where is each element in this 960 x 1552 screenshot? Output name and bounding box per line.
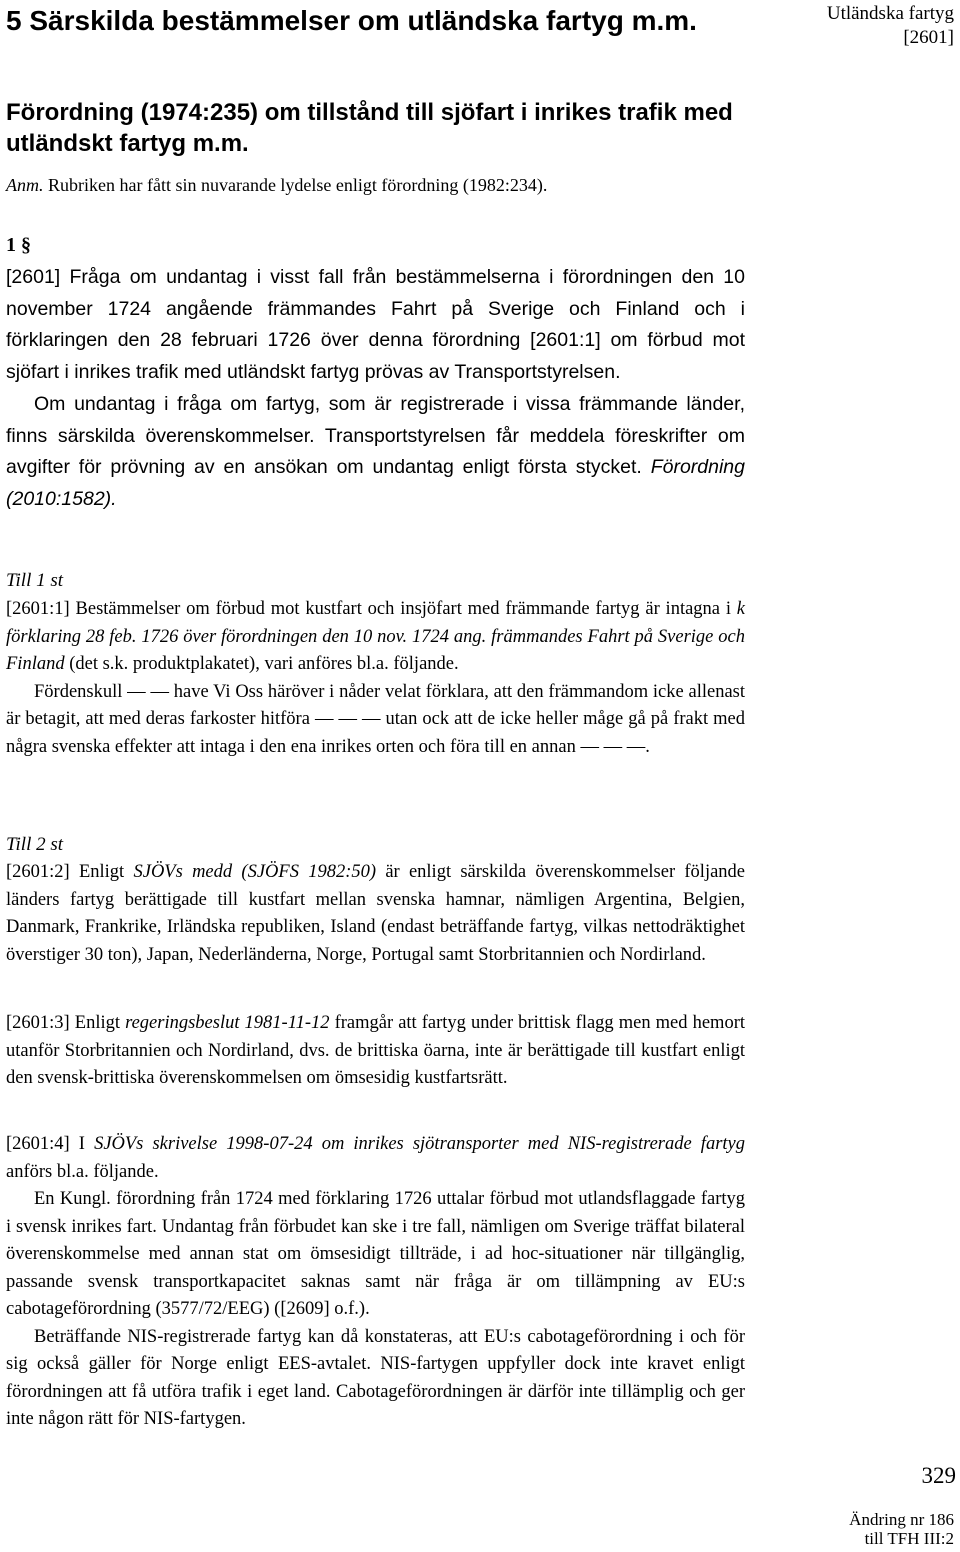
till-1-heading: Till 1 st <box>6 570 64 591</box>
paragraph-2-text: Om undantag i fråga om fartyg, som är registrerade i vissa främmande länder, finns särskilda överenskommelser. Transportstyrelsen får meddela föreskrifter om avgifter för prövning av en ansökan om undantag enligt första stycket. <box>6 392 745 479</box>
running-title: Utländska fartyg <box>826 3 954 24</box>
ordinance-title: Förordning (1974:235) om tillstånd till sjöfart i inrikes trafik med utländskt fartyg m.m. <box>6 99 733 157</box>
page-number: 329 <box>921 1463 956 1488</box>
annotation-2601-3: [2601:3] Enligt regeringsbeslut 1981-11-12 framgår att fartyg under brittisk flagg men med hemort utanför Storbritannien och Nordirland, dvs. de brittiska öarna, inte är berättigade till kustfart enligt den svensk-brittiska överenskommelsen om ömsesidig kustfartsrätt. <box>6 1013 745 1088</box>
running-ref: [2601] <box>903 27 954 48</box>
running-header <box>827 2 954 50</box>
change-line-1: Ändring nr 186 <box>849 1510 954 1529</box>
change-line-2: till TFH III:2 <box>864 1529 954 1548</box>
note-label: Anm. <box>6 175 44 195</box>
section-paragraph-1: [2601] Fråga om undantag i visst fall från bestämmelserna i förordningen den 10 november 1724 angående främmandes Fahrt på Sverige och Finland och i förklaringen den 28 februari 1726 över denna förordning [2601:1] om förbud mot sjöfart i inrikes trafik med utländskt fartyg prövas av Transportstyrelsen. <box>6 266 745 384</box>
annotation-2601-4 <box>6 1131 745 1434</box>
quote-paragraph: Fördenskull — — have Vi Oss häröver i nåder velat förklara, att den främmandom icke allenast är betagit, att med deras farkoster hitföra — — — utan ock att de icke heller måge gå på frakt med några svenska effekter att intaga i den ena inrikes orten och föra till en annan — — —. <box>6 681 745 757</box>
section-body <box>6 262 745 516</box>
amendment-source: Förordning (2010:1582). <box>6 456 745 510</box>
annotation-2601-4-intro: [2601:4] I SJÖVs skrivelse 1998-07-24 om inrikes sjötransporter med NIS-registrerade fartyg anförs bl.a. följande. <box>6 1134 746 1182</box>
quote-paragraph-2: Beträffande NIS-registrerade fartyg kan då konstateras, att EU:s cabotageförordning i och för sig också gäller för Norge enligt EES-avtalet. NIS-fartygen uppfyller dock inte kravet enligt förordningen att få utföra trafik i eget land. Cabotageförordningen är därför inte tillämplig och ger inte någon rätt för NIS-fartygen. <box>6 1326 745 1429</box>
till-1-body <box>6 596 745 761</box>
change-note <box>849 1510 954 1548</box>
note-text: Rubriken har fått sin nuvarande lydelse enligt förordning (1982:234). <box>43 175 548 195</box>
chapter-title: 5 Särskilda bestämmelser om utländska fartyg m.m. <box>6 5 697 36</box>
quote-paragraph-1: En Kungl. förordning från 1724 med förklaring 1726 uttalar förbud mot utlandsflaggade fartyg i svensk inrikes fart. Undantag från förbudet kan ske i tre fall, nämligen om Sverige träffat bilateral överenskommelse med annan stat om ömsesidigt tillträde, i ad hoc-situationer när tillgänglig, passande svensk transportkapacitet saknas samt när fråga är om tillämpning av EU:s cabotageförordning (3577/72/EEG) ([2609] o.f.). <box>6 1189 745 1319</box>
annotation-2601-2: [2601:2] Enligt SJÖVs medd (SJÖFS 1982:50) är enligt särskilda överenskommelser följande länders fartyg berättigade till kustfart mellan svenska hamnar, nämligen Argentina, Belgien, Danmark, Frankrike, Irländska republiken, Island (endast beträffande fartyg, vilkas nettodräktighet överstiger 30 ton), Japan, Nederländerna, Norge, Portugal samt Storbritannien och Nordirland. <box>6 862 746 965</box>
till-2-heading: Till 2 st <box>6 834 64 855</box>
section-paragraph-2 <box>6 389 745 516</box>
annotation-2601-1: [2601:1] Bestämmelser om förbud mot kustfart och insjöfart med främmande fartyg är intagna i k förklaring 28 feb. 1726 över förordningen den 10 nov. 1724 ang. främmandes Fahrt på Sverige och Finland (det s.k. produktplakatet), vari anföres bl.a. följande. <box>6 599 745 674</box>
section-number: 1 § <box>6 234 31 256</box>
ordinance-note <box>6 172 547 198</box>
